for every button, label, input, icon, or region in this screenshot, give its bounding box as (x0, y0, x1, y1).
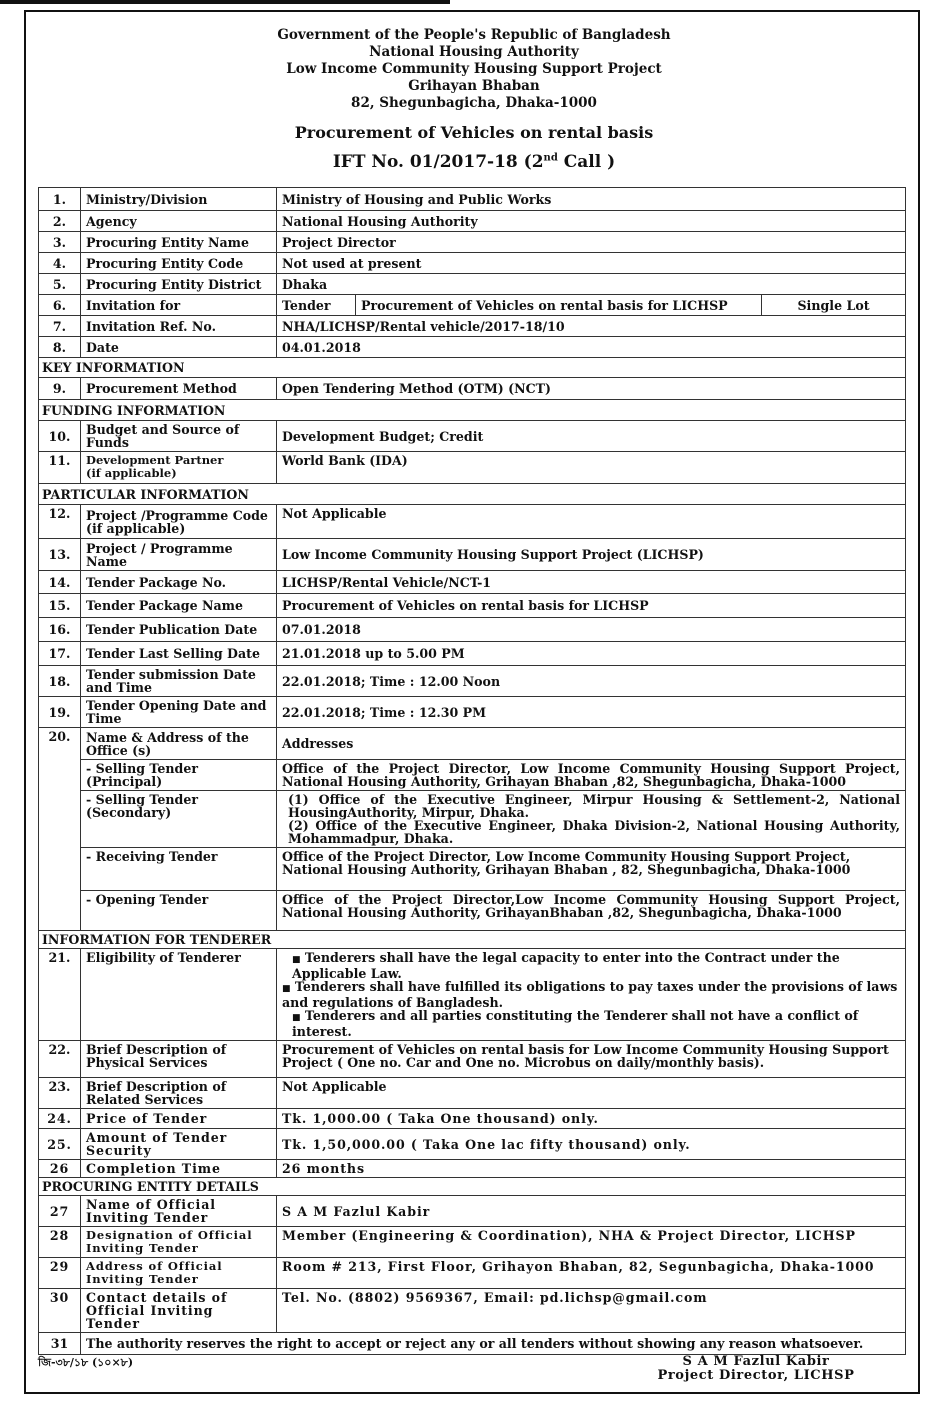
table-row: 5. Procuring Entity District Dhaka (39, 274, 906, 295)
table-row: - Selling Tender (Secondary) (1) Office of the Executive Engineer, Mirpur Housing & Settlement-2, National HousingAuthority, Mirpur, Dhaka. (2) Office of the Executive Engineer, Dhaka Division-2, National Housing Authority, Mohammadpur, Dhaka. (39, 791, 906, 848)
table-row: 13. Project / Programme Name Low Income Community Housing Support Project (LICHSP) (39, 539, 906, 571)
table-row: 31 The authority reserves the right to accept or reject any or all tenders without showing any reason whatsoever. (39, 1333, 906, 1355)
table-row: 9. Procurement Method Open Tendering Method (OTM) (NCT) (39, 378, 906, 400)
table-row: 8. Date 04.01.2018 (39, 337, 906, 358)
top-rule (0, 0, 450, 4)
table-row: 1. Ministry/Division Ministry of Housing and Public Works (39, 188, 906, 211)
table-row: 10. Budget and Source of Funds Development Budget; Credit (39, 421, 906, 452)
table-row: 23. Brief Description of Related Services Not Applicable (39, 1078, 906, 1109)
header-project: Low Income Community Housing Support Project (286, 61, 662, 77)
section-heading: FUNDING INFORMATION (39, 400, 906, 421)
table-row: 18. Tender submission Date and Time 22.01.2018; Time : 12.00 Noon (39, 666, 906, 697)
table-row: 6. Invitation for Tender Procurement of Vehicles on rental basis for LICHSP Single Lot (39, 295, 906, 316)
table-row: 19. Tender Opening Date and Time 22.01.2018; Time : 12.30 PM (39, 697, 906, 728)
bullet-square-icon: ■ (282, 984, 291, 994)
table-row: 25. Amount of Tender Security Tk. 1,50,000.00 ( Taka One lac fifty thousand) only. (39, 1129, 906, 1160)
table-row: 4. Procuring Entity Code Not used at present (39, 253, 906, 274)
section-heading: PARTICULAR INFORMATION (39, 484, 906, 505)
table-row: 22. Brief Description of Physical Services Procurement of Vehicles on rental basis for Low Income Community Housing Support Project ( One no. Car and One no. Microbus on daily/monthly basis). (39, 1041, 906, 1078)
header-government: Government of the People's Republic of Bangladesh (277, 27, 671, 43)
table-row: 20. Name & Address of the Office (s) Addresses (39, 728, 906, 760)
table-row: - Opening Tender Office of the Project Director,Low Income Community Housing Support Project, National Housing Authority, GrihayanBhaban ,82, Shegunbagicha, Dhaka-1000 (39, 891, 906, 931)
table-row: 27 Name of Official Inviting Tender S A M Fazlul Kabir (39, 1196, 906, 1227)
bullet-square-icon: ■ (292, 955, 301, 965)
ift-number: IFT No. 01/2017-18 (2nd Call ) (332, 152, 616, 172)
table-row: 7. Invitation Ref. No. NHA/LICHSP/Rental vehicle/2017-18/10 (39, 316, 906, 337)
ift-table (38, 187, 906, 1355)
header-address: 82, Shegunbagicha, Dhaka-1000 (351, 95, 597, 111)
table-row: 17. Tender Last Selling Date 21.01.2018 up to 5.00 PM (39, 642, 906, 666)
table-row: 26 Completion Time 26 months (39, 1160, 906, 1178)
table-row: 16. Tender Publication Date 07.01.2018 (39, 618, 906, 642)
table-row: 30 Contact details of Official Inviting Tender Tel. No. (8802) 9569367, Email: pd.lichsp@gmail.com (39, 1289, 906, 1333)
table-row: 21. Eligibility of Tenderer ■ Tenderers shall have the legal capacity to enter into the Contract under the Applicable Law. ■ Tenderers shall have fulfilled its obligations to pay taxes under the provisions of laws and regulations of Bangladesh. ■ Tenderers and all parties constituting the Tenderer shall not have a conflict of interest. (39, 949, 906, 1041)
table-row: 29 Address of Official Inviting Tender Room # 213, First Floor, Grihayon Bhaban, 82, Segunbagicha, Dhaka-1000 (39, 1258, 906, 1289)
table-row: - Selling Tender (Principal) Office of the Project Director, Low Income Community Housing Support Project, National Housing Authority, Grihayan Bhaban ,82, Shegunbagicha, Dhaka-1000 (39, 760, 906, 791)
table-row: 11. Development Partner (if applicable) World Bank (IDA) (39, 452, 906, 484)
table-row: 14. Tender Package No. LICHSP/Rental Vehicle/NCT-1 (39, 571, 906, 594)
header-agency: National Housing Authority (369, 44, 579, 60)
notice-title: Procurement of Vehicles on rental basis (294, 123, 654, 142)
table-row: 12. Project /Programme Code (if applicable) Not Applicable (39, 505, 906, 539)
table-row: - Receiving Tender Office of the Project Director, Low Income Community Housing Support Project, National Housing Authority, Grihayan Bhaban , 82, Shegunbagicha, Dhaka-1000 (39, 848, 906, 891)
signature-block (626, 1355, 886, 1383)
bullet-square-icon: ■ (292, 1013, 301, 1023)
print-code: জি-৩৮/১৮ (১০×৮) (38, 1356, 134, 1369)
section-heading: INFORMATION FOR TENDERER (39, 931, 906, 949)
header-building: Grihayan Bhaban (408, 78, 540, 94)
table-row: 2. Agency National Housing Authority (39, 211, 906, 232)
signatory-name: S A M Fazlul Kabir (682, 1354, 830, 1369)
section-heading: PROCURING ENTITY DETAILS (39, 1178, 906, 1196)
table-row: 3. Procuring Entity Name Project Director (39, 232, 906, 253)
section-heading: KEY INFORMATION (39, 358, 906, 378)
table-row: 28 Designation of Official Inviting Tender Member (Engineering & Coordination), NHA & Project Director, LICHSP (39, 1227, 906, 1258)
table-row: 24. Price of Tender Tk. 1,000.00 ( Taka One thousand) only. (39, 1109, 906, 1129)
table-row: 15. Tender Package Name Procurement of Vehicles on rental basis for LICHSP (39, 594, 906, 618)
signatory-title: Project Director, LICHSP (657, 1368, 855, 1383)
notice-frame (24, 10, 920, 1394)
